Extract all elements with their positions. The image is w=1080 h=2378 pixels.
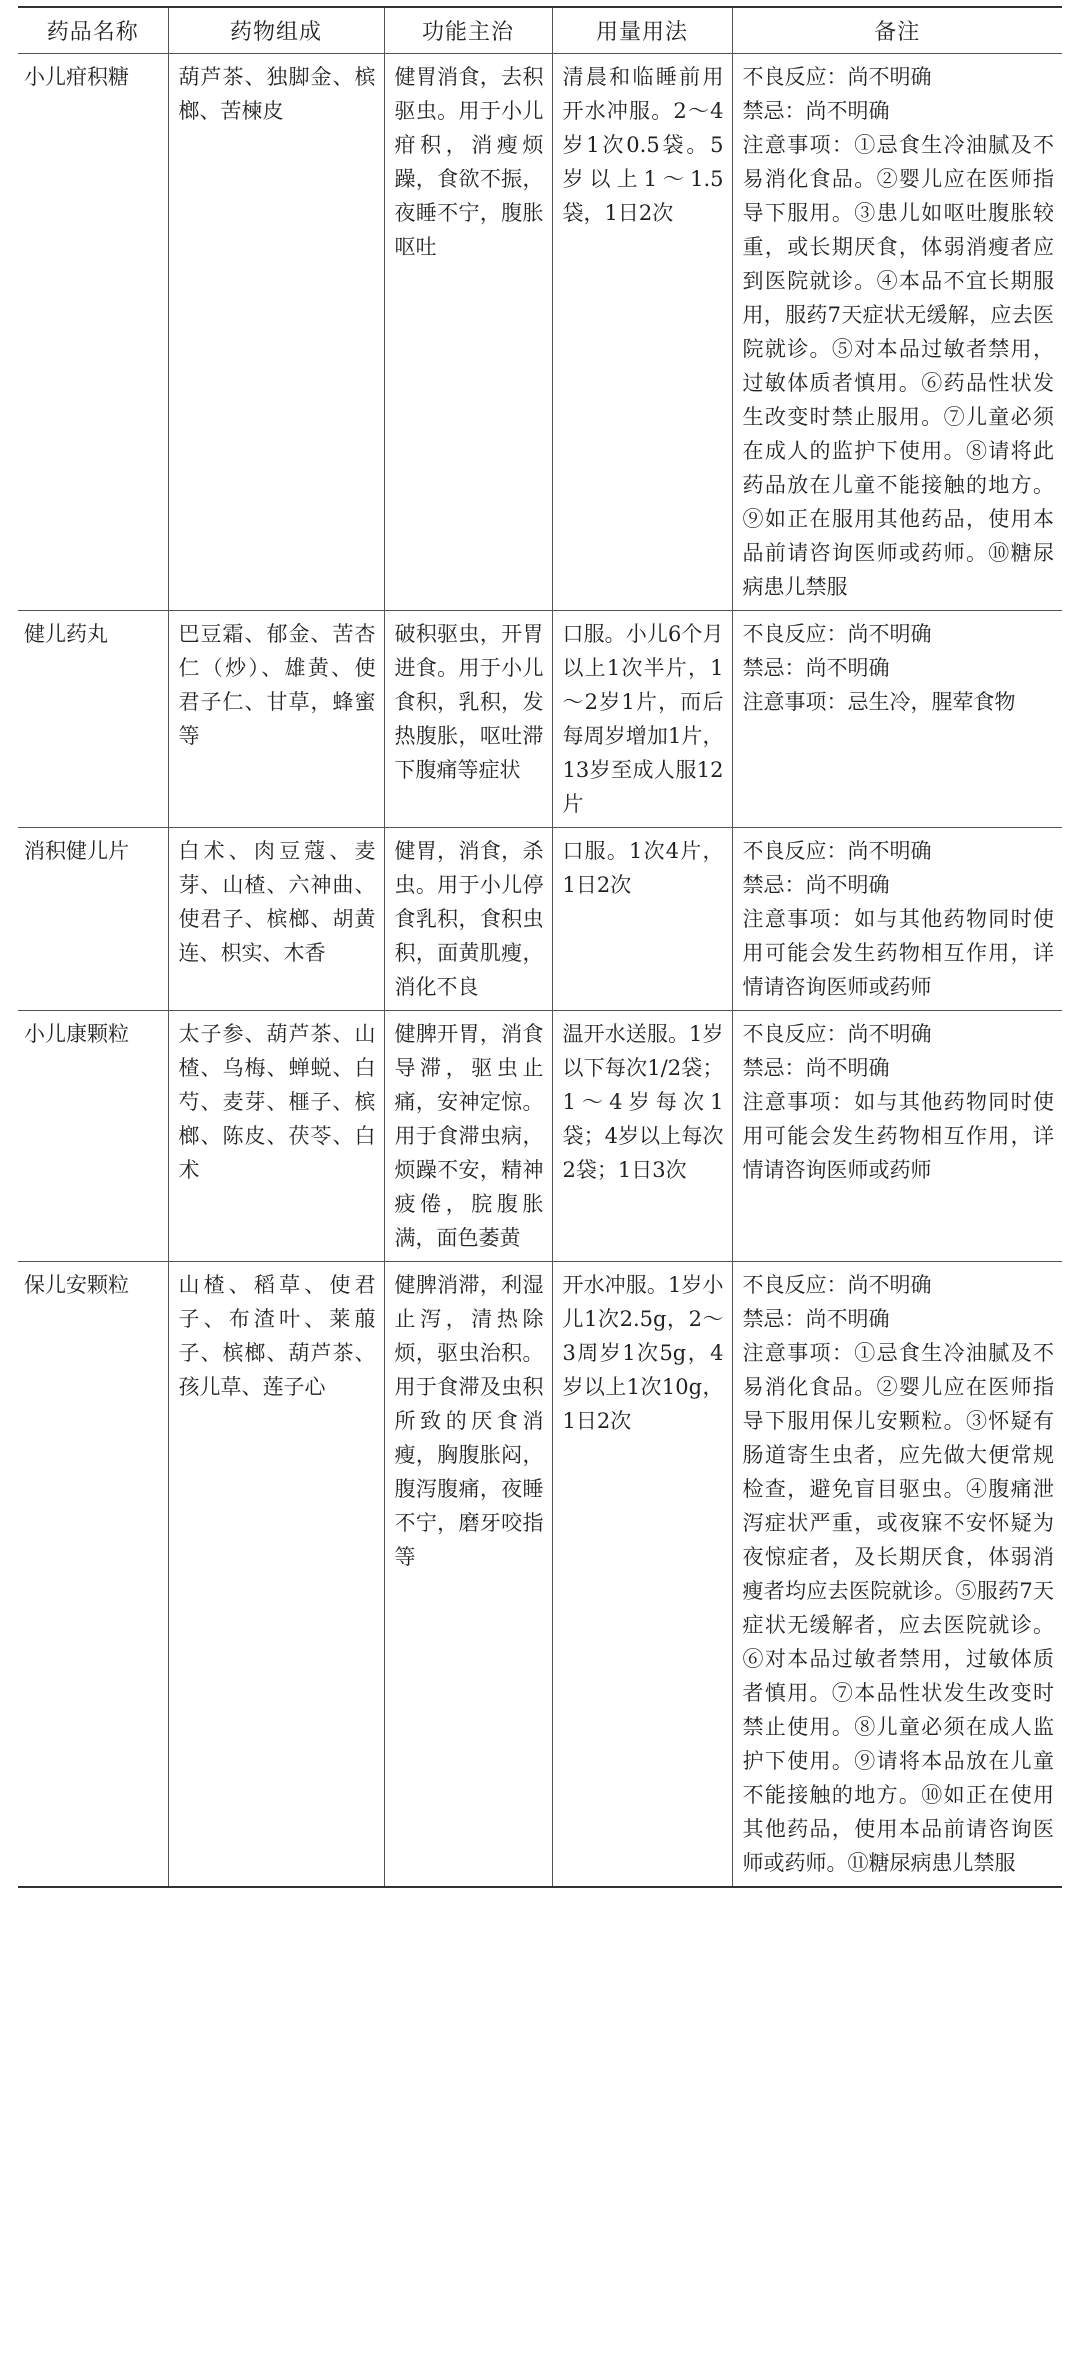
note-contraindication: 禁忌：尚不明确 (742, 655, 890, 680)
cell-notes (732, 1010, 1062, 1261)
table-row (18, 53, 1062, 610)
note-adverse-reaction: 不良反应：尚不明确 (742, 621, 932, 646)
note-contraindication: 禁忌：尚不明确 (742, 98, 890, 123)
note-adverse-reaction: 不良反应：尚不明确 (742, 1021, 932, 1046)
cell-name: 小儿康颗粒 (18, 1010, 168, 1261)
header-dosage: 用量用法 (552, 7, 732, 53)
note-contraindication: 禁忌：尚不明确 (742, 1055, 890, 1080)
table-row (18, 610, 1062, 827)
cell-notes (732, 827, 1062, 1010)
table-row (18, 1261, 1062, 1887)
header-function: 功能主治 (384, 7, 552, 53)
cell-notes (732, 1261, 1062, 1887)
cell-dosage: 口服。1次4片，1日2次 (552, 827, 732, 1010)
note-adverse-reaction: 不良反应：尚不明确 (742, 1272, 932, 1297)
note-precautions: 注意事项：如与其他药物同时使用可能会发生药物相互作用，详情请咨询医师或药师 (742, 1089, 1054, 1182)
cell-name: 小儿疳积糖 (18, 53, 168, 610)
table-row (18, 1010, 1062, 1261)
cell-dosage: 清晨和临睡前用开水冲服。2～4岁1次0.5袋。5岁以上1～1.5袋，1日2次 (552, 53, 732, 610)
note-precautions: 注意事项：①忌食生冷油腻及不易消化食品。②婴儿应在医师指导下服用。③患儿如呕吐腹胀较重，或长期厌食，体弱消瘦者应到医院就诊。④本品不宜长期服用，服药7天症状无缓解，应去医院就诊。⑤对本品过敏者禁用，过敏体质者慎用。⑥药品性状发生改变时禁止服用。⑦儿童必须在成人的监护下使用。⑧请将此药品放在儿童不能接触的地方。⑨如正在服用其他药品，使用本品前请咨询医师或药师。⑩糖尿病患儿禁服 (742, 132, 1054, 599)
cell-function: 健胃，消食，杀虫。用于小儿停食乳积，食积虫积，面黄肌瘦，消化不良 (384, 827, 552, 1010)
header-composition: 药物组成 (168, 7, 384, 53)
cell-notes (732, 610, 1062, 827)
table-row (18, 827, 1062, 1010)
header-name: 药品名称 (18, 7, 168, 53)
note-adverse-reaction: 不良反应：尚不明确 (742, 838, 932, 863)
header-notes: 备注 (732, 7, 1062, 53)
cell-function: 健脾消滞，利湿止泻，清热除烦，驱虫治积。用于食滞及虫积所致的厌食消瘦，胸腹胀闷，腹泻腹痛，夜睡不宁，磨牙咬指等 (384, 1261, 552, 1887)
cell-notes (732, 53, 1062, 610)
cell-composition: 白术、肉豆蔻、麦芽、山楂、六神曲、使君子、槟榔、胡黄连、枳实、木香 (168, 827, 384, 1010)
medicine-table (18, 6, 1062, 1888)
cell-function: 健胃消食，去积驱虫。用于小儿疳积，消瘦烦躁，食欲不振，夜睡不宁，腹胀呕吐 (384, 53, 552, 610)
cell-dosage: 口服。小儿6个月以上1次半片，1～2岁1片，而后每周岁增加1片，13岁至成人服12片 (552, 610, 732, 827)
cell-dosage: 温开水送服。1岁以下每次1/2袋；1～4岁每次1袋；4岁以上每次2袋；1日3次 (552, 1010, 732, 1261)
note-adverse-reaction: 不良反应：尚不明确 (742, 64, 932, 89)
medicine-table-container (18, 6, 1062, 1888)
cell-function: 破积驱虫，开胃进食。用于小儿食积，乳积，发热腹胀，呕吐滞下腹痛等症状 (384, 610, 552, 827)
cell-composition: 巴豆霜、郁金、苦杏仁（炒）、雄黄、使君子仁、甘草，蜂蜜等 (168, 610, 384, 827)
note-contraindication: 禁忌：尚不明确 (742, 872, 890, 897)
note-precautions: 注意事项：如与其他药物同时使用可能会发生药物相互作用，详情请咨询医师或药师 (742, 906, 1054, 999)
cell-name: 健儿药丸 (18, 610, 168, 827)
table-header-row (18, 7, 1062, 53)
cell-name: 保儿安颗粒 (18, 1261, 168, 1887)
cell-composition: 山楂、稻草、使君子、布渣叶、莱菔子、槟榔、葫芦茶、孩儿草、莲子心 (168, 1261, 384, 1887)
note-precautions: 注意事项：①忌食生冷油腻及不易消化食品。②婴儿应在医师指导下服用保儿安颗粒。③怀疑有肠道寄生虫者，应先做大便常规检查，避免盲目驱虫。④腹痛泄泻症状严重，或夜寐不安怀疑为夜惊症者，及长期厌食，体弱消瘦者均应去医院就诊。⑤服药7天症状无缓解者，应去医院就诊。⑥对本品过敏者禁用，过敏体质者慎用。⑦本品性状发生改变时禁止使用。⑧儿童必须在成人监护下使用。⑨请将本品放在儿童不能接触的地方。⑩如正在使用其他药品，使用本品前请咨询医师或药师。⑪糖尿病患儿禁服 (742, 1340, 1054, 1875)
cell-composition: 太子参、葫芦茶、山楂、乌梅、蝉蜕、白芍、麦芽、榧子、槟榔、陈皮、茯苓、白术 (168, 1010, 384, 1261)
cell-function: 健脾开胃，消食导滞，驱虫止痛，安神定惊。用于食滞虫病，烦躁不安，精神疲倦，脘腹胀满，面色萎黄 (384, 1010, 552, 1261)
cell-composition: 葫芦茶、独脚金、槟榔、苦楝皮 (168, 53, 384, 610)
note-precautions: 注意事项：忌生冷，腥荤食物 (742, 689, 1016, 714)
note-contraindication: 禁忌：尚不明确 (742, 1306, 890, 1331)
cell-name: 消积健儿片 (18, 827, 168, 1010)
cell-dosage: 开水冲服。1岁小儿1次2.5g，2～3周岁1次5g，4岁以上1次10g，1日2次 (552, 1261, 732, 1887)
